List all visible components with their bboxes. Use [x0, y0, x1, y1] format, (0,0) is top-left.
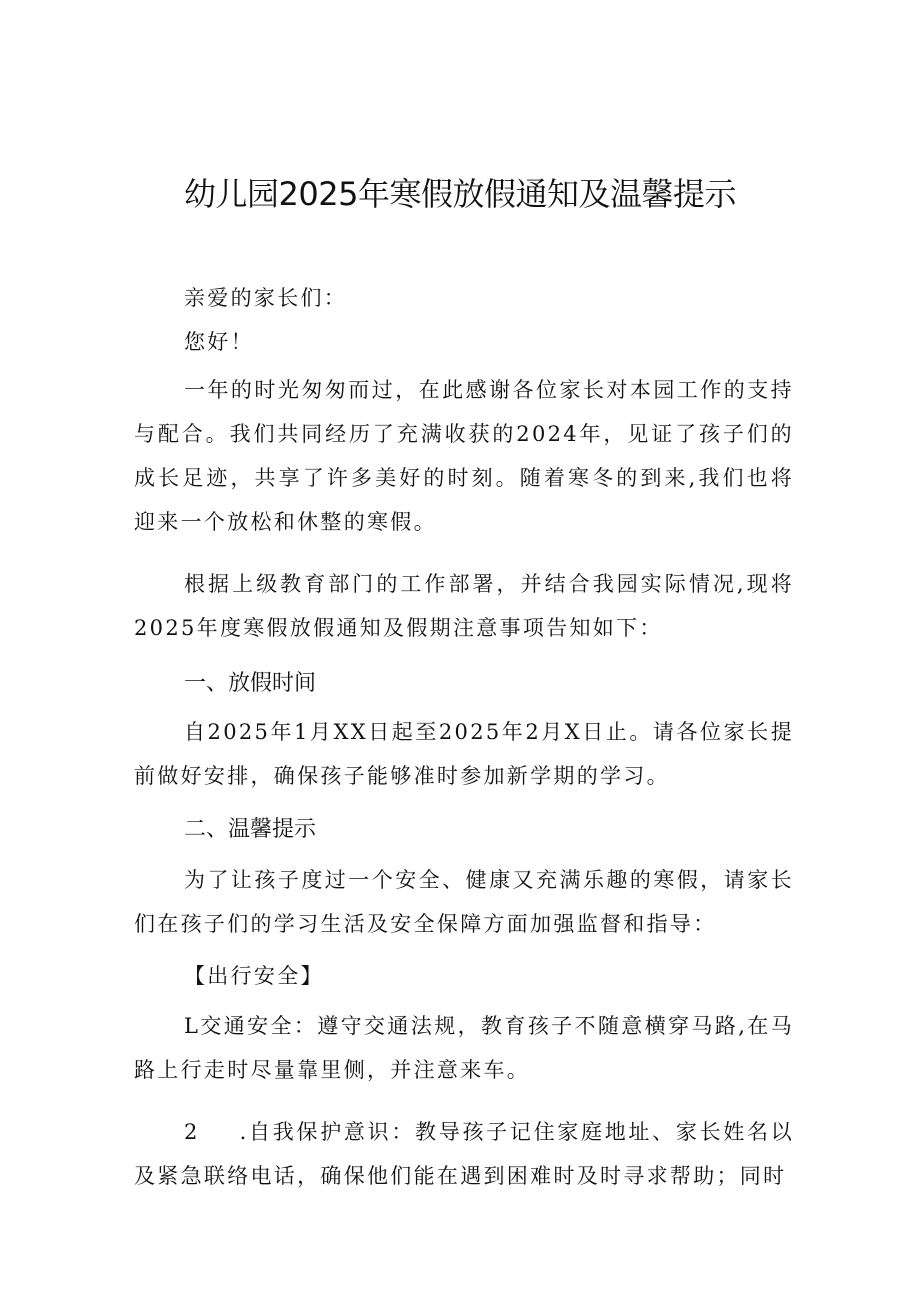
- intro-paragraph-1: 一年的时光匆匆而过，在此感谢各位家长对本园工作的支持与配合。我们共同经历了充满收获的2024年，见证了孩子们的成长足迹，共享了许多美好的时刻。随着寒冬的到来,我们也将迎来一个放松和休整的寒假。: [134, 378, 794, 534]
- section-heading-holiday-time: 一、放假时间: [184, 671, 317, 696]
- intro-paragraph-2: 根据上级教育部门的工作部署，并结合我园实际情况,现将2025年度寒假放假通知及假期注意事项告知如下：: [134, 572, 794, 640]
- self-protection-item: [134, 1110, 794, 1198]
- tips-paragraph: 为了让孩子度过一个安全、健康又充满乐趣的寒假，请家长们在孩子们的学习生活及安全保障方面加强监督和指导：: [134, 868, 794, 936]
- item-text: .自我保护意识：教导孩子记住家庭地址、家长姓名以及紧急联络电话，确保他们能在遇到困难时及时寻求帮助；同时: [134, 1120, 794, 1188]
- section-heading-tips: 二、温馨提示: [184, 817, 317, 842]
- salutation: 亲爱的家长们：: [184, 286, 348, 310]
- document-title: 幼儿园2025年寒假放假通知及温馨提示: [184, 175, 736, 213]
- holiday-time-paragraph: 自2025年1月XX日起至2025年2月X日止。请各位家长提前做好安排，确保孩子能够准时参加新学期的学习。: [134, 720, 794, 788]
- greeting: 您好！: [184, 330, 254, 354]
- item-number: 2: [184, 1120, 200, 1144]
- traffic-safety-item: L交通安全：遵守交通法规，教育孩子不随意横穿马路,在马路上行走时尽量靠里侧，并注意来车。: [134, 1014, 794, 1082]
- travel-safety-subheading: 【出行安全】: [184, 964, 324, 988]
